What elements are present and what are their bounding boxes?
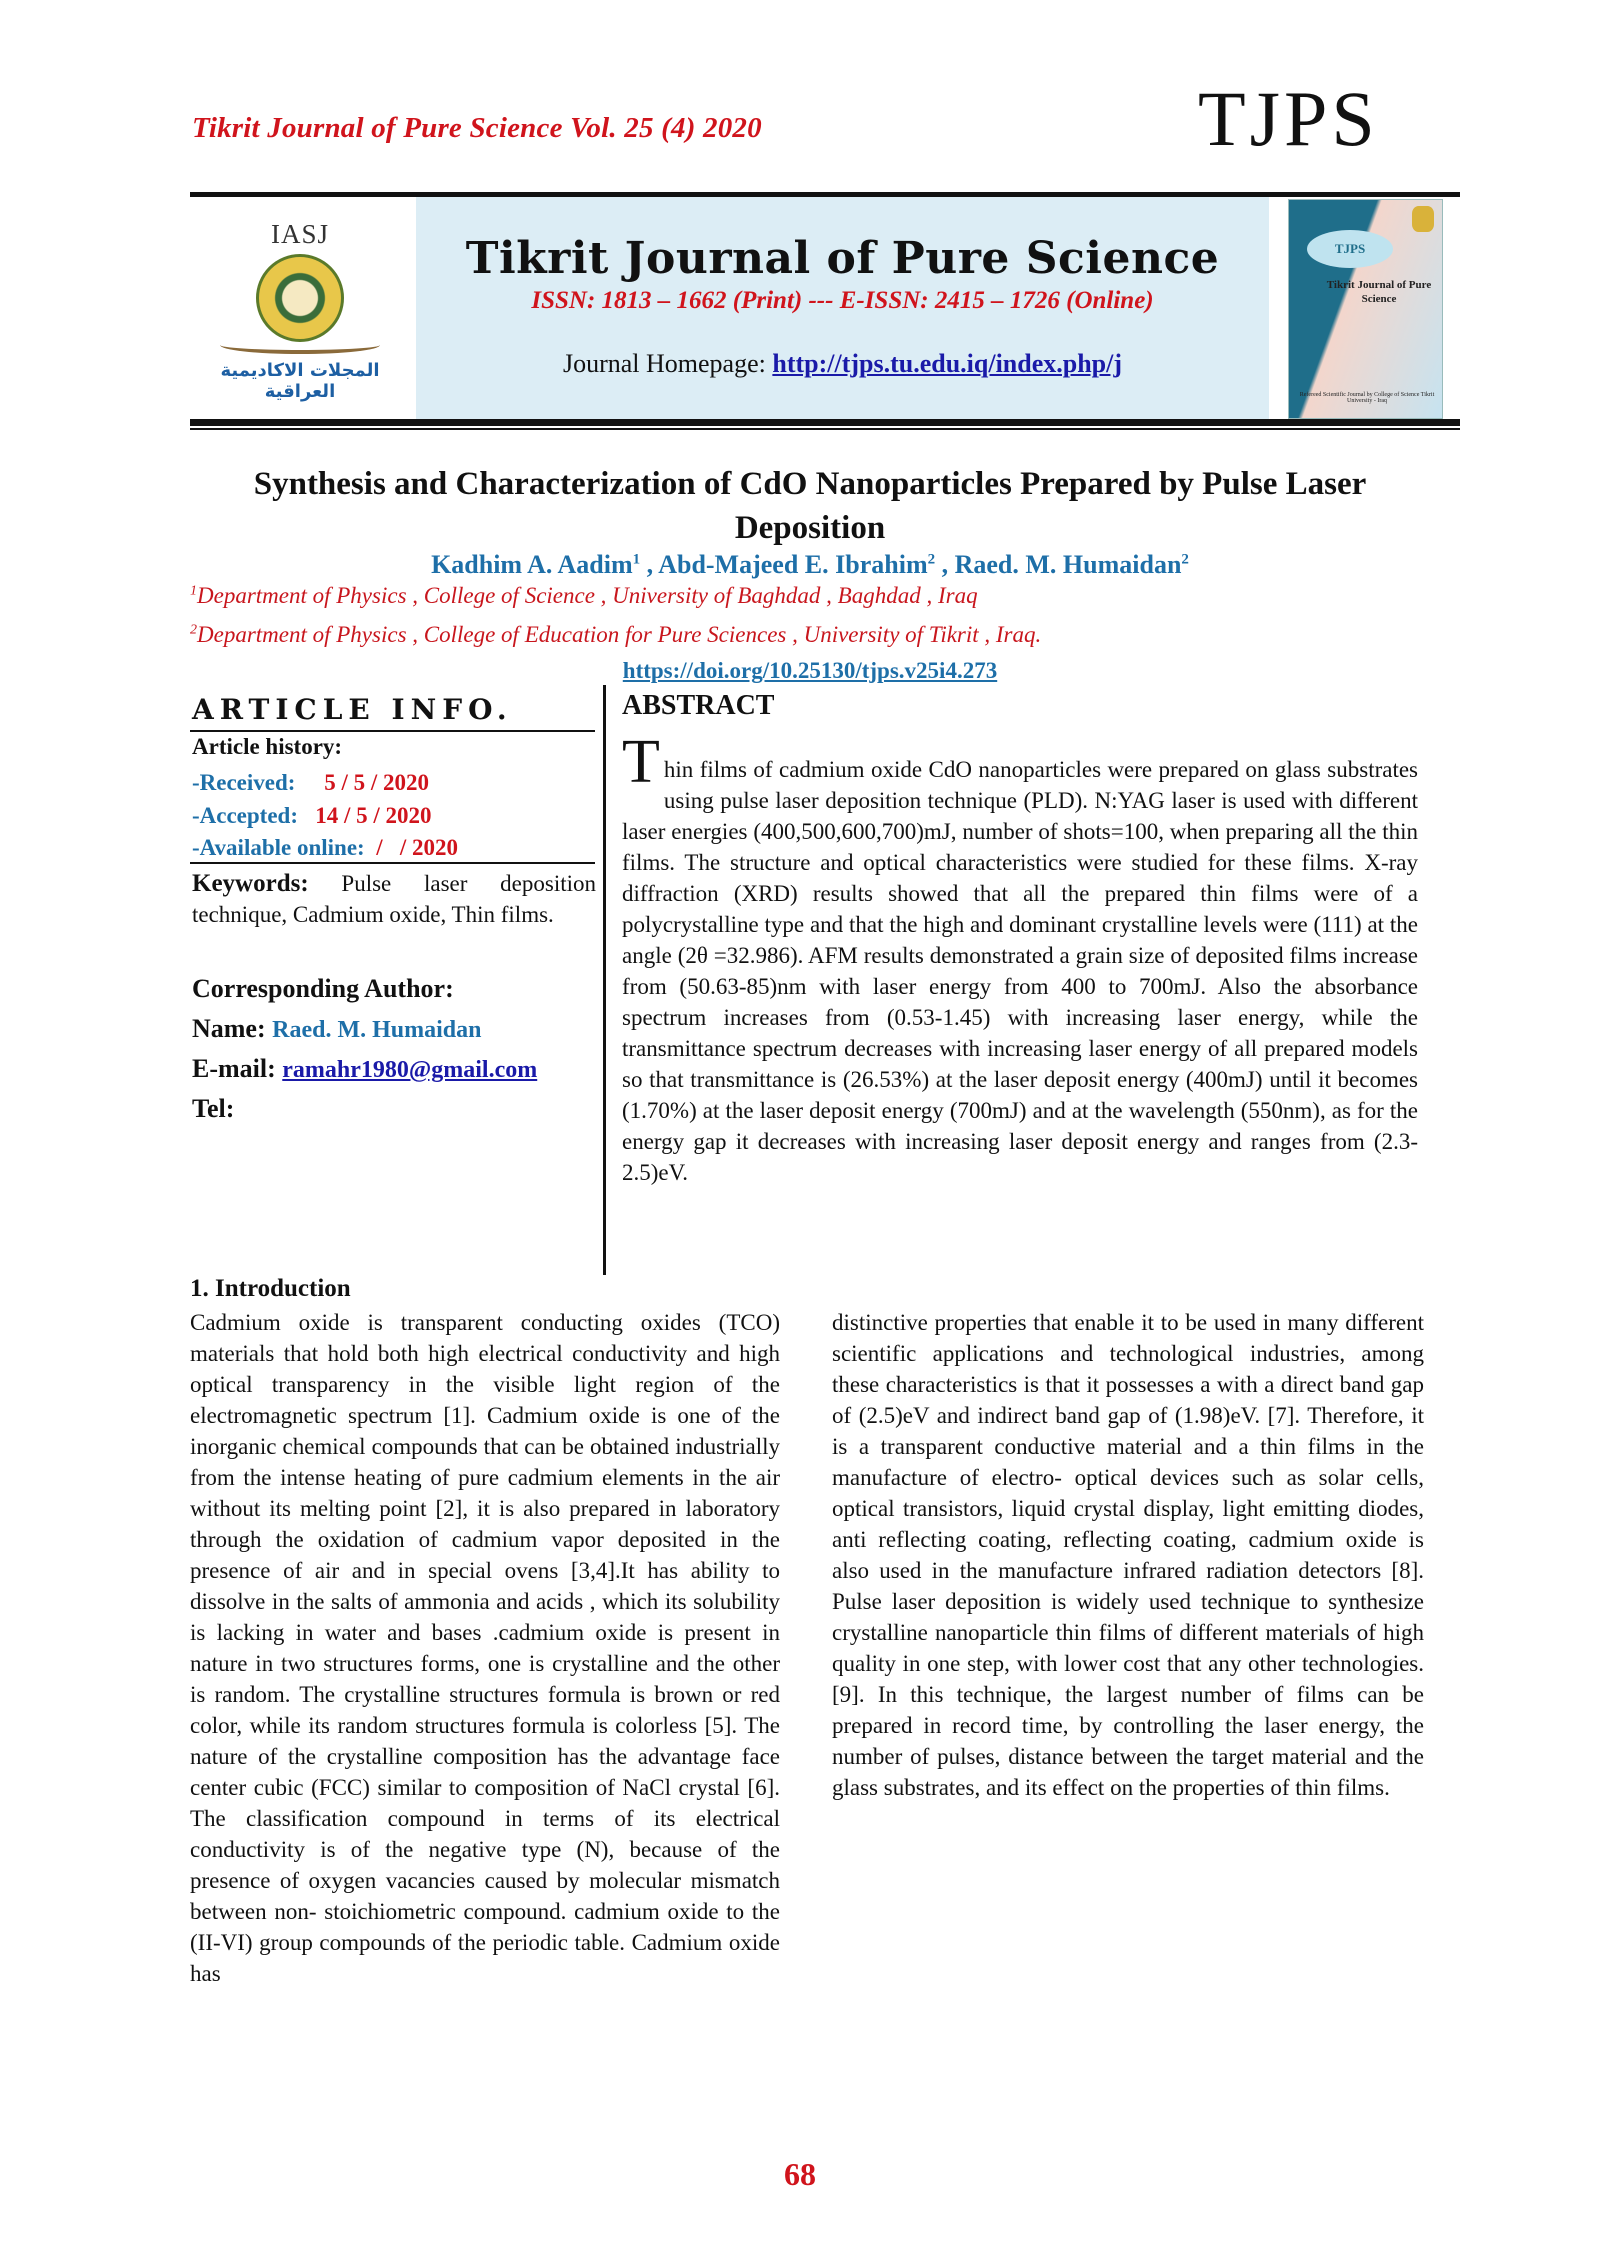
keywords-text: Pulse laser deposition technique, Cadmium oxide, Thin films. <box>192 871 596 927</box>
author-name: Abd-Majeed E. Ibrahim <box>658 550 928 579</box>
article-history-heading: Article history: <box>192 734 343 759</box>
history-value: 5 / 5 / 2020 <box>324 770 429 795</box>
history-accepted <box>192 803 432 829</box>
banner-homepage <box>416 349 1269 379</box>
iasj-label: IASJ <box>270 219 329 249</box>
affiliation-text: Department of Physics , College of Science , University of Baghdad , Baghdad , Iraq <box>197 583 978 608</box>
cover-footer: Refereed Scientific Journal by College of Science Tikrit University - Iraq <box>1299 392 1435 404</box>
history-label: -Accepted: <box>192 803 299 828</box>
cover-badge: TJPS <box>1307 230 1393 268</box>
author-sup: 1 <box>632 551 641 568</box>
abstract-heading: ABSTRACT <box>622 690 775 721</box>
divider <box>190 730 595 732</box>
introduction-left-column: Cadmium oxide is transparent conducting oxides (TCO) materials that hold both high electrical conductivity and high optical transparency in the visible light region of the electromagnetic spectrum [1]. Cadmium oxide is one of the inorganic chemical compounds that can be obtained industrially from the intense heating of pure cadmium elements in the air without its melting point [2], it is also prepared in laboratory through the oxidation of cadmium vapor deposited in the presence of air and in special ovens [3,4].It has ability to dissolve in the salts of ammonia and acids , which its solubility is lacking in water and bases .cadmium oxide is present in nature in two structures forms, one is crystalline and the other is random. The crystalline structures formula is brown or red color, while its random structures formula is colorless [5]. The nature of the crystalline composition has the advantage face center cubic (FCC) similar to composition of NaCl crystal [6]. The classification compound in terms of its electrical conductivity is of the negative type (N), because of the presence of oxygen vacancies caused by molecular mismatch between non- stoichiometric compound. cadmium oxide to the (II-VI) group compounds of the periodic table. Cadmium oxide has <box>190 1310 780 1986</box>
affiliation-text: Department of Physics , College of Education for Pure Sciences , University of Tikrit , Iraq. <box>197 622 1042 647</box>
article-title: Synthesis and Characterization of CdO Nanoparticles Prepared by Pulse Laser Deposition <box>253 466 1367 546</box>
abstract-dropcap: T <box>622 728 660 796</box>
author-email-row <box>192 1054 537 1084</box>
author-tel-row: Tel: <box>192 1094 235 1123</box>
column-separator <box>603 685 606 1275</box>
introduction-heading: 1. Introduction <box>190 1275 351 1302</box>
author-name-row <box>192 1014 482 1044</box>
history-value: 14 / 5 / 2020 <box>315 803 432 828</box>
journal-cover-thumbnail <box>1288 199 1443 419</box>
page-number: 68 <box>784 2156 816 2192</box>
introduction-right-column: distinctive properties that enable it to be used in many different scientific applications and technological industries, among these characteristics is that it possesses a with a direct band gap of (2.5)eV and indirect band gap of (1.98)eV. [7]. Therefore, it is a transparent conductive material and a thin films in the manufacture of electro- optical devices such as solar cells, optical transistors, liquid crystal display, light emitting diodes, anti reflecting coating, reflecting coating, cadmium oxide is also used in the manufacture infrared radiation detectors [8]. Pulse laser deposition is widely used technique to synthesize crystalline nanoparticle thin films of different materials of high quality in one step, with lower cost that any other technologies.[9]. In this technique, the largest number of films can be prepared in record time, by controlling the laser energy, the number of pulses, distance between the target material and the glass substrates, and its effect on the properties of thin films. <box>832 1310 1424 1800</box>
header-rule-bottom-thin <box>190 428 1460 430</box>
banner-issn: ISSN: 1813 – 1662 (Print) --- E-ISSN: 2415 – 1726 (Online) <box>531 287 1154 314</box>
abstract-body <box>622 728 1418 1188</box>
homepage-label: Journal Homepage: <box>562 349 773 378</box>
name-value: Raed. M. Humaidan <box>272 1017 482 1043</box>
running-head: Tikrit Journal of Pure Science Vol. 25 (4) 2020 <box>192 112 762 144</box>
history-label: -Received: <box>192 770 296 795</box>
email-label: E-mail: <box>192 1054 276 1083</box>
author-list: Kadhim A. Aadim$^1$ , Abd-Majeed E. Ibrahim$^2$ , Raed. M. Humaidan$^2$ <box>431 550 1189 579</box>
iasj-arabic-text: المجلات الاكاديمية العراقية <box>220 360 380 402</box>
author-sup: 2 <box>1181 551 1189 568</box>
history-label: -Available online: <box>192 835 365 860</box>
cover-title: Tikrit Journal of Pure Science <box>1326 279 1432 305</box>
journal-banner <box>416 197 1269 419</box>
keywords-label: Keywords: <box>192 870 309 897</box>
author-sup: 2 <box>927 551 936 568</box>
corresponding-author-heading: Corresponding Author: <box>192 974 454 1003</box>
homepage-link[interactable]: http://tjps.tu.edu.iq/index.php/j <box>772 349 1123 378</box>
iasj-logo[interactable] <box>190 205 410 405</box>
abstract-text: hin films of cadmium oxide CdO nanoparticles were prepared on glass substrates using pulse laser deposition technique (PLD). N:YAG laser is used with different laser energies (400,500,600,700)mJ, number of shots=100, when preparing all the thin films. The structure and optical characteristics were studied for these films. X-ray diffraction (XRD) results showed that all the prepared thin films were of a polycrystalline type and that the high and dominant crystalline levels were (111) at the angle (2θ =32.986). AFM results demonstrated a grain size of deposited films increase from (50.63-85)nm with laser energy from 400 to 700mJ. Also the absorbance spectrum increases from (0.53-1.45) with increasing laser energy, while the transmittance spectrum decreases with increasing laser energy of all prepared models so that transmittance is (26.53%) at the laser deposit energy (400mJ) until it becomes (1.70%) at the laser deposit energy (700mJ) and at the wavelength (550nm), as for the energy gap it decreases with increasing laser deposit energy and ranges from (2.3-2.5)eV. <box>622 757 1418 1185</box>
crest-icon <box>1412 206 1434 232</box>
iasj-emblem-icon <box>256 254 344 342</box>
keywords <box>192 868 596 930</box>
article-info-heading: ARTICLE INFO. <box>192 693 513 726</box>
doi-link[interactable]: https://doi.org/10.25130/tjps.v25i4.273 <box>622 658 998 683</box>
affiliation-sup: 1 <box>190 583 197 599</box>
journal-abbrev: TJPS <box>1198 75 1379 162</box>
history-value: / / 2020 <box>376 835 458 860</box>
header-rule-bottom <box>190 419 1460 426</box>
author-name: Kadhim A. Aadim <box>431 550 633 579</box>
history-available-online <box>192 835 458 861</box>
affiliation-sup: 2 <box>190 622 197 638</box>
history-received <box>192 770 429 796</box>
affiliation-2 <box>190 622 1041 648</box>
divider <box>190 862 595 864</box>
banner-title: Tikrit Journal of Pure Science <box>465 233 1220 284</box>
author-name: Raed. M. Humaidan <box>954 550 1182 579</box>
email-link[interactable]: ramahr1980@gmail.com <box>282 1057 538 1083</box>
name-label: Name: <box>192 1014 266 1043</box>
affiliation-1 <box>190 583 978 609</box>
